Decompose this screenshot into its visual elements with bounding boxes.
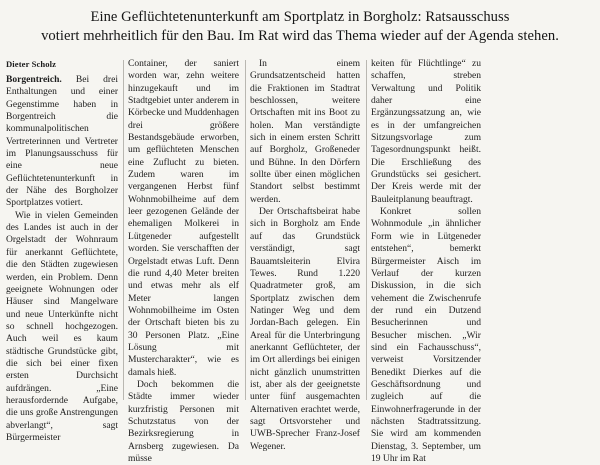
column-divider — [366, 60, 367, 400]
article-paragraph: Konkret sollen Wohnmodule „in ähnlicher Form wie in Lütgeneder entstehen“, bemerkt Bürgermeister Aisch im Verlauf der kurzen Diskussion, in die sich vehement die Zwischenrufe der rund ein Dutzend Besucherinnen und Besucher mischen. „Wir sind ein Fachausschuss“, verweist Vorsitzender Benedikt Dierkes auf die Geschäftsordnung und zugleich auf die Einwohnerfragerunde in der nächsten Stadtratssitzung. Sie wird am kommenden Dienstag, 3. September, um 19 Uhr im Rat — [371, 206, 481, 464]
subheadline — [0, 8, 600, 46]
subheadline-line-1: Eine Geflüchtetenunterkunft am Sportplatz in Borgholz: Ratsausschuss — [90, 9, 510, 25]
headline-cutoff — [0, 0, 600, 6]
article-paragraph — [6, 74, 118, 210]
article-paragraph: Doch bekommen die Städte immer wieder kurzfristig Personen mit Schutzstatus von der Bezirksregierung in Arnsberg zugewiesen. Da müsse — [128, 378, 239, 464]
subheadline-line-2: votiert mehrheitlich für den Bau. Im Rat wird das Thema wieder auf der Agenda stehen. — [41, 28, 559, 44]
article-column-2 — [128, 58, 239, 464]
article-column-3 — [250, 58, 360, 452]
author-byline: Dieter Scholz — [6, 59, 57, 69]
article-column-4 — [371, 58, 481, 464]
column-divider — [245, 60, 246, 400]
article-paragraph: Wie in vielen Gemeinden des Landes ist auch in der Orgelstadt der Wohnraum für anerkannt Geflüchtete, die den Städten zugewiesen werden, ein Problem. Denn geeignete Wohnungen oder Häuser sind Mangelware und neue Unterkünfte nicht so schnell hochgezogen. Auch weil es kaum städtische Grundstücke gibt, die sich bei einer fixen ersten Durchsicht aufdrängen. „Eine herausfordernde Aufgabe, die uns große Anstrengungen abverlangt“, sagt Bürgermeister — [6, 209, 118, 443]
paragraph-text: Bei drei Enthaltungen und einer Gegenstimme haben in Borgentreich die kommunalpolitischen Vertreterinnen und Vertreter im Planungsausschuss für eine neue Geflüchtetenunterkunft in der Nähe des Borgholzer Sportplatzes votiert. — [6, 74, 118, 209]
article-paragraph: keiten für Flüchtlinge“ zu schaffen, streben Verwaltung und Politik daher eine Ergänzungssatzung an, wie es in der umfangreichen Sitzungsvorlage zum Tagesordnungspunkt heißt. Die Erschließung des Grundstücks sei gesichert. Der Kreis werde mit der Bauleitplanung beauftragt. — [371, 58, 481, 205]
article-paragraph: In einem Grundsatzentscheid hatten die Fraktionen im Stadtrat beschlossen, weitere Ortschaften mit ins Boot zu holen. Man verständigte sich in einem ersten Schritt auf Borgholz, Großeneder und Bühne. In den Dörfern sollte über einen möglichen Standort selbst bestimmt werden. — [250, 58, 360, 205]
article-paragraph: Der Ortschaftsbeirat habe sich in Borgholz am Ende auf das Grundstück verständigt, sagt Bauamtsleiterin Elvira Tewes. Rund 1.220 Quadratmeter groß, am Sportplatz zwischen dem Natinger Weg und dem Jordan-Bach gelegen. Ein Areal für die Unterbringung anerkannt Geflüchteter, der im Ort allerdings bei einigen nicht gänzlich unumstritten ist, aber als der geeignetste unter fünf ausgemachten Alternativen erachtet werde, sagt Ortsvorsteher und UWB-Sprecher Franz-Josef Wegener. — [250, 206, 360, 452]
article-column-1 — [6, 58, 118, 443]
dateline: Borgentreich. — [6, 74, 62, 85]
article-paragraph: Container, der saniert worden war, zehn weitere hinzugekauft und im Stadtgebiet unter anderem in Körbecke und Muddenhagen drei größere Bestandsgebäude erworben, um geflüchteten Menschen eine Zuflucht zu bieten. Zudem waren im vergangenen Herbst fünf Wohnmobilheime auf dem leer gezogenen Gelände der ehemaligen Molkerei in Lütgeneder aufgestellt worden. Sie verschafften der Orgelstadt etwas Luft. Denn die rund 4,40 Meter breiten und etwas mehr als elf Meter langen Wohnmobilheime im Osten der Ortschaft bieten bis zu 30 Personen Platz. „Eine Lösung mit Mustercharakter“, wie es damals hieß. — [128, 58, 239, 378]
column-divider — [123, 60, 124, 400]
